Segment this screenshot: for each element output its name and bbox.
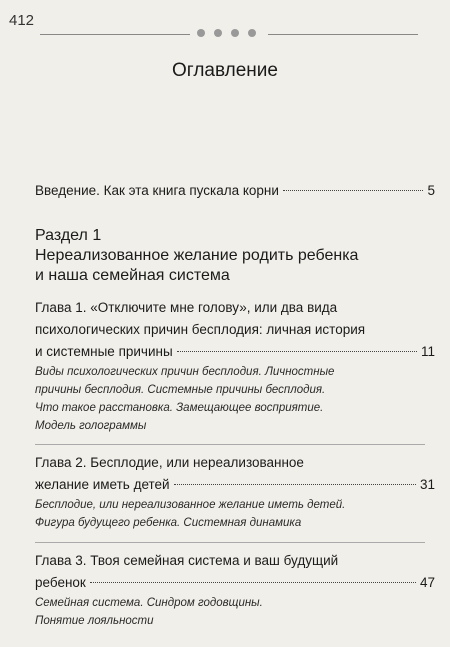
header-rule-right xyxy=(268,34,418,35)
chapter-3-entry[interactable] xyxy=(35,550,435,630)
chapter-title-line: Глава 3. Твоя семейная система и ваш будущий xyxy=(35,553,339,568)
chapter-topic-line: Понятие лояльности xyxy=(35,615,154,627)
chapter-topic-line: Семейная система. Синдром годовщины. xyxy=(35,597,263,609)
ornament-dot xyxy=(231,29,239,37)
section-title-line2: и наша семейная система xyxy=(35,267,230,284)
chapter-topic-line: Что такое расстановка. Замещающее восприятие. xyxy=(35,402,324,414)
chapter-title-line: Глава 1. «Отключите мне голову», или два вида xyxy=(35,300,338,315)
dot-leader xyxy=(177,351,417,352)
intro-entry[interactable] xyxy=(35,180,435,202)
chapter-topic-line: Бесплодие, или нереализованное желание иметь детей. xyxy=(35,499,346,511)
chapter-topic-line: Виды психологических причин бесплодия. Личностные xyxy=(35,366,335,378)
section-heading xyxy=(35,226,435,286)
dot-leader xyxy=(174,484,416,485)
ornament-dot xyxy=(197,29,205,37)
chapter-title-line: ребенок xyxy=(35,575,86,590)
chapter-1-page: 11 xyxy=(420,344,435,359)
chapter-2-page: 31 xyxy=(419,477,435,492)
chapter-title-line: и системные причины xyxy=(35,344,173,359)
chapter-title-line: психологических причин бесплодия: личная история xyxy=(35,322,366,337)
chapter-divider xyxy=(35,542,425,543)
page-number: 412 xyxy=(9,12,35,29)
section-label: Раздел 1 xyxy=(35,227,102,244)
intro-entry-text: Введение. Как эта книга пускала корни xyxy=(35,183,279,198)
chapter-title-line: Глава 2. Бесплодие, или нереализованное xyxy=(35,455,304,470)
chapter-divider xyxy=(35,444,425,445)
page-title: Оглавление xyxy=(172,60,278,81)
dot-leader xyxy=(90,582,416,583)
chapter-topic-line: Модель голограммы xyxy=(35,420,147,432)
dot-leader xyxy=(283,190,424,191)
header-rule-left xyxy=(40,34,190,35)
intro-entry-page: 5 xyxy=(427,183,435,198)
chapter-topic-line: Фигура будущего ребенка. Системная динамика xyxy=(35,517,302,529)
chapter-3-page: 47 xyxy=(419,575,435,590)
header-ornament xyxy=(197,29,256,37)
ornament-dot xyxy=(248,29,256,37)
chapter-topic-line: причины бесплодия. Системные причины бесплодия. xyxy=(35,384,326,396)
chapter-1-entry[interactable] xyxy=(35,297,435,435)
chapter-2-entry[interactable] xyxy=(35,452,435,532)
chapter-title-line: желание иметь детей xyxy=(35,477,170,492)
ornament-dot xyxy=(214,29,222,37)
section-title-line1: Нереализованное желание родить ребенка xyxy=(35,247,359,264)
